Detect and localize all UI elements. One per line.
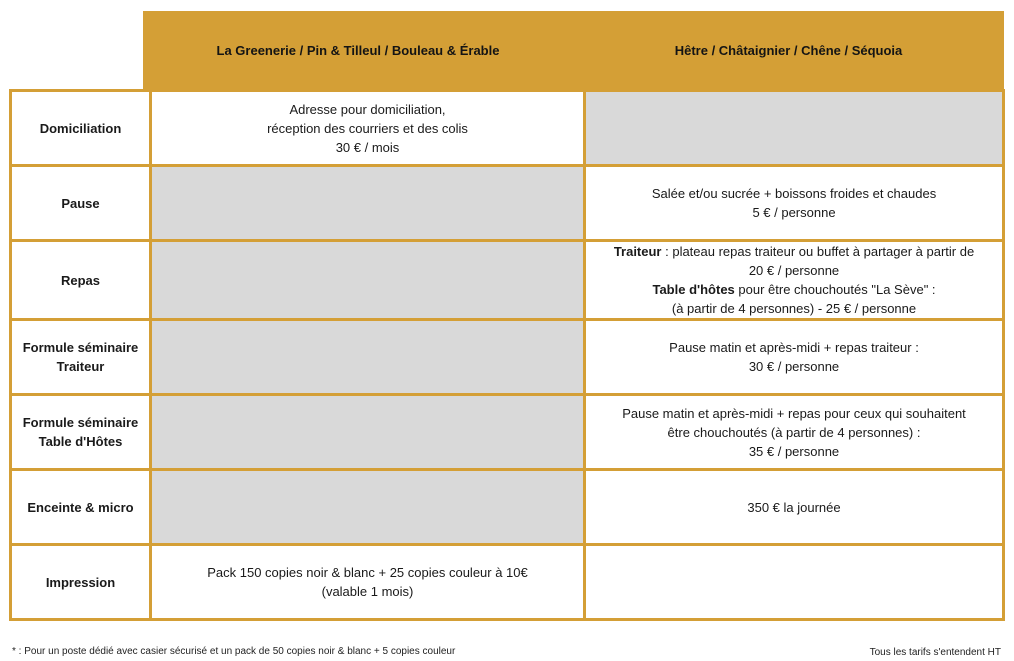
table-row — [11, 470, 1004, 545]
cell-text: réception des courriers et des colis — [267, 120, 468, 136]
label-line: Table d'Hôtes — [38, 434, 123, 449]
cell-text: Pause matin et après-midi + repas traiteur : — [669, 340, 919, 355]
table-row — [11, 166, 1004, 241]
cell-seminaire-table-hotes-col2 — [585, 395, 1004, 470]
cell-text: Pack 150 copies noir & blanc + 25 copies couleur à 10€ — [207, 565, 528, 580]
row-label-pause: Pause — [11, 166, 151, 241]
header-column-greenerie: La Greenerie / Pin & Tilleul / Bouleau & Érable — [216, 43, 500, 58]
cell-domiciliation-col1 — [151, 91, 585, 166]
cell-text: : plateau repas traiteur ou buffet à partager à partir de — [661, 244, 975, 259]
pricing-table — [9, 89, 1005, 621]
cell-price: 35 € / personne — [748, 443, 840, 459]
cell-enceinte-col1-unavailable — [151, 470, 585, 545]
table-hotes-label: Table d'hôtes — [652, 282, 735, 297]
cell-seminaire-traiteur-col2 — [585, 320, 1004, 395]
cell-text: pour être chouchoutés "La Sève" : — [734, 282, 936, 297]
cell-repas-col2 — [585, 241, 1004, 320]
cell-enceinte-col2 — [585, 470, 1004, 545]
row-label-seminaire-traiteur — [11, 320, 151, 395]
cell-seminaire-table-hotes-col1-unavailable — [151, 395, 585, 470]
traiteur-label: Traiteur — [613, 244, 662, 259]
row-label-enceinte-micro: Enceinte & micro — [11, 470, 151, 545]
table-header — [143, 11, 1004, 90]
label-line: Traiteur — [56, 359, 105, 374]
row-label-seminaire-table-hotes — [11, 395, 151, 470]
table-row — [11, 241, 1004, 320]
table-row — [11, 320, 1004, 395]
tax-note: Tous les tarifs s'entendent HT — [869, 647, 1001, 658]
cell-text: Adresse pour domiciliation, — [289, 101, 446, 117]
cell-text: Salée et/ou sucrée + boissons froides et chaudes — [651, 186, 937, 201]
cell-price: 350 € la journée — [747, 499, 841, 515]
label-line: Formule séminaire — [22, 340, 139, 355]
cell-price: 20 € / personne — [748, 263, 840, 278]
cell-text: être chouchoutés (à partir de 4 personnes) : — [667, 424, 921, 440]
cell-impression-col2-empty — [585, 545, 1004, 620]
cell-price: 30 € / personne — [748, 359, 840, 374]
cell-repas-col1-unavailable — [151, 241, 585, 320]
row-label-repas: Repas — [11, 241, 151, 320]
cell-seminaire-traiteur-col1-unavailable — [151, 320, 585, 395]
cell-text: (valable 1 mois) — [321, 584, 414, 599]
table-row — [11, 545, 1004, 620]
cell-domiciliation-col2-unavailable — [585, 91, 1004, 166]
table-row — [11, 395, 1004, 470]
cell-text: Pause matin et après-midi + repas pour ceux qui souhaitent — [622, 405, 966, 421]
cell-pause-col2 — [585, 166, 1004, 241]
footnote: * : Pour un poste dédié avec casier sécurisé et un pack de 50 copies noir & blanc + 5 copies couleur — [12, 646, 456, 657]
label-line: Formule séminaire — [22, 415, 139, 430]
cell-pause-col1-unavailable — [151, 166, 585, 241]
header-column-hetre: Hêtre / Châtaignier / Chêne / Séquoia — [674, 43, 903, 58]
row-label-impression: Impression — [11, 545, 151, 620]
cell-price: (à partir de 4 personnes) - 25 € / personne — [671, 301, 917, 316]
cell-price: 30 € / mois — [335, 139, 400, 155]
row-label-domiciliation: Domiciliation — [11, 91, 151, 166]
cell-price: 5 € / personne — [752, 205, 836, 220]
table-row — [11, 91, 1004, 166]
cell-impression-col1 — [151, 545, 585, 620]
